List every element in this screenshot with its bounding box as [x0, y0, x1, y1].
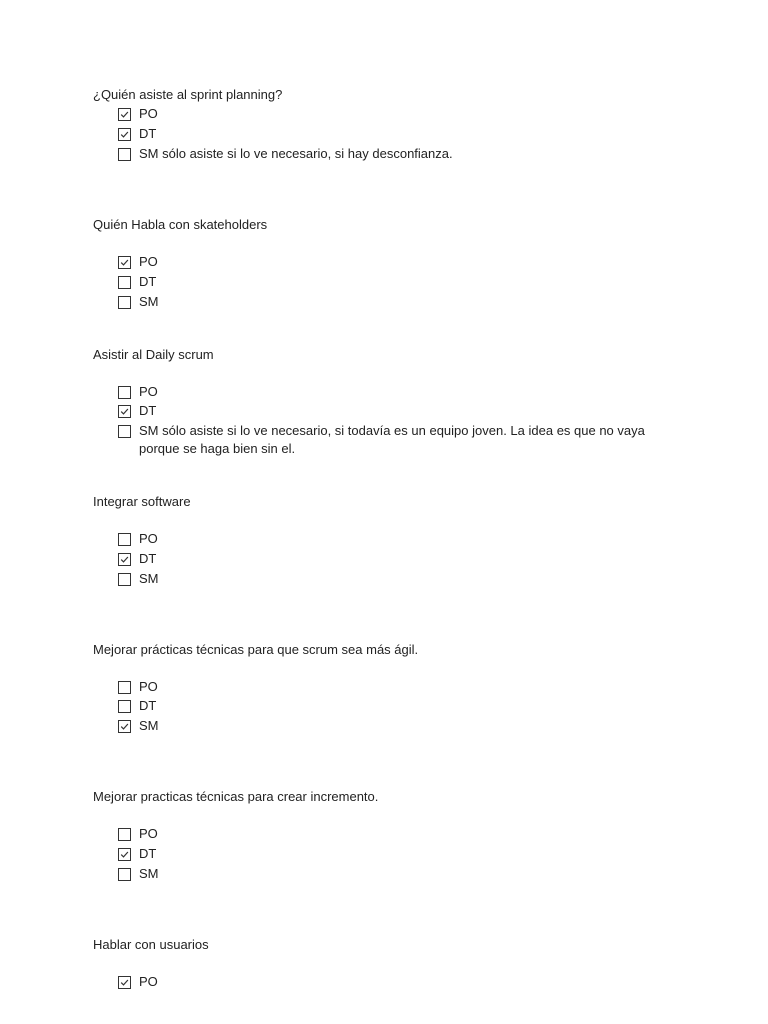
question-7-option-po[interactable] [118, 973, 678, 991]
question-2-text: Quién Habla con skateholders [93, 217, 268, 232]
question-3-option-sm[interactable] [118, 422, 678, 458]
checkmark-icon [119, 257, 130, 268]
option-label: DT [139, 403, 157, 418]
option-label: DT [139, 698, 157, 713]
question-4-option-po[interactable] [118, 530, 678, 548]
checkbox[interactable] [118, 148, 131, 161]
question-4-option-sm[interactable] [118, 570, 678, 588]
checkmark-icon [119, 129, 130, 140]
checkbox[interactable] [118, 386, 131, 399]
checkbox[interactable] [118, 848, 131, 861]
question-6-option-po[interactable] [118, 825, 678, 843]
question-6-option-sm[interactable] [118, 865, 678, 883]
option-label: DT [139, 846, 157, 861]
question-1-option-po[interactable] [118, 105, 678, 123]
question-4-text: Integrar software [93, 494, 191, 509]
option-label: PO [139, 974, 158, 989]
question-2-option-dt[interactable] [118, 273, 678, 291]
checkmark-icon [119, 977, 130, 988]
checkbox[interactable] [118, 128, 131, 141]
checkbox[interactable] [118, 828, 131, 841]
question-4-option-dt[interactable] [118, 550, 678, 568]
question-5-option-dt[interactable] [118, 697, 678, 715]
option-label: DT [139, 126, 157, 141]
question-1-text: ¿Quién asiste al sprint planning? [93, 87, 283, 102]
option-label: SM [139, 571, 159, 586]
checkbox[interactable] [118, 700, 131, 713]
checkbox[interactable] [118, 256, 131, 269]
checkbox[interactable] [118, 425, 131, 438]
question-6-option-dt[interactable] [118, 845, 678, 863]
question-5-text: Mejorar prácticas técnicas para que scrum sea más ágil. [93, 642, 419, 657]
checkbox[interactable] [118, 976, 131, 989]
checkmark-icon [119, 554, 130, 565]
checkbox[interactable] [118, 533, 131, 546]
option-label: DT [139, 274, 157, 289]
option-label: SM [139, 294, 159, 309]
option-label: PO [139, 679, 158, 694]
checkbox[interactable] [118, 573, 131, 586]
checkmark-icon [119, 109, 130, 120]
option-label: DT [139, 551, 157, 566]
checkbox[interactable] [118, 108, 131, 121]
checkbox[interactable] [118, 276, 131, 289]
question-5-option-po[interactable] [118, 678, 678, 696]
question-2-option-sm[interactable] [118, 293, 678, 311]
option-label: PO [139, 384, 158, 399]
checkbox[interactable] [118, 553, 131, 566]
question-6-text: Mejorar practicas técnicas para crear incremento. [93, 789, 379, 804]
option-label: SM sólo asiste si lo ve necesario, si todavía es un equipo joven. La idea es que no vaya porque se haga bien sin el. [139, 423, 645, 456]
checkbox[interactable] [118, 296, 131, 309]
checkbox[interactable] [118, 720, 131, 733]
question-3-text: Asistir al Daily scrum [93, 347, 214, 362]
checkmark-icon [119, 849, 130, 860]
option-label: SM sólo asiste si lo ve necesario, si hay desconfianza. [139, 146, 453, 161]
question-3-option-po[interactable] [118, 383, 678, 401]
question-3-option-dt[interactable] [118, 402, 678, 420]
option-label: PO [139, 254, 158, 269]
question-2-option-po[interactable] [118, 253, 678, 271]
option-label: PO [139, 826, 158, 841]
question-5-option-sm[interactable] [118, 717, 678, 735]
option-label: PO [139, 106, 158, 121]
question-1-option-dt[interactable] [118, 125, 678, 143]
checkbox[interactable] [118, 405, 131, 418]
checkmark-icon [119, 721, 130, 732]
option-label: PO [139, 531, 158, 546]
option-label: SM [139, 866, 159, 881]
checkmark-icon [119, 406, 130, 417]
question-1-option-sm[interactable] [118, 145, 678, 163]
option-label: SM [139, 718, 159, 733]
question-7-text: Hablar con usuarios [93, 937, 209, 952]
checkbox[interactable] [118, 681, 131, 694]
checkbox[interactable] [118, 868, 131, 881]
